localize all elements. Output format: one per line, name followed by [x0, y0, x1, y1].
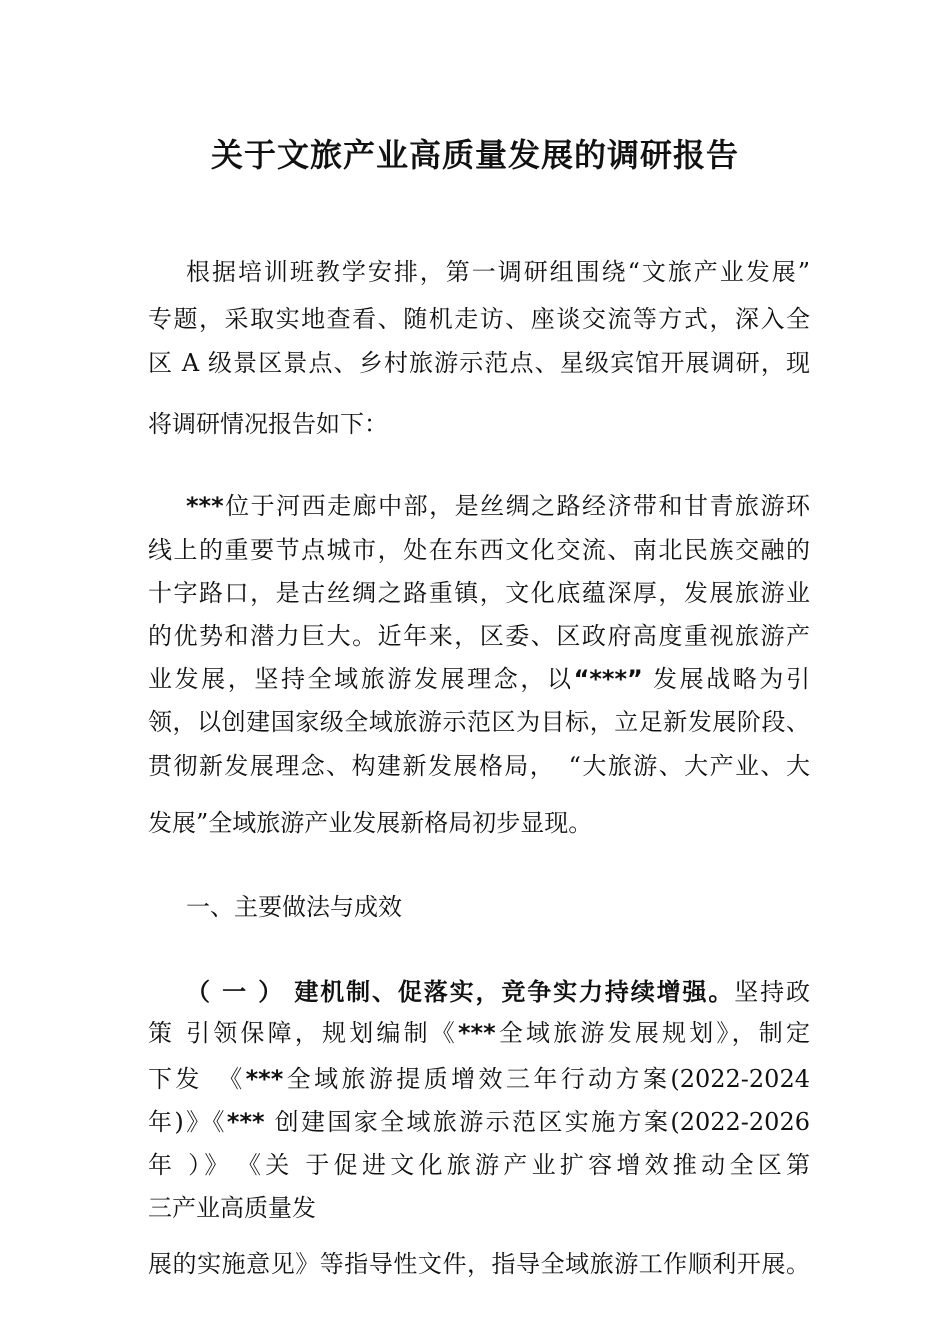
sub1-line-6: 三产业高质量发 [148, 1194, 316, 1222]
sub1-line-4-text-b: 创建国家全域旅游示范区实施方案(2022-2026 [264, 1108, 810, 1136]
overview-line-4: 的优势和潜力巨大。近年来，区委、区政府高度重视旅游产 [148, 622, 810, 650]
sub1-line-2-text-b: 全域旅游发展规划》，制定 [495, 1019, 810, 1047]
masked-name: *** [457, 1019, 496, 1047]
sub1-line-5: 年 ）》 《关 于促进文化旅游产业扩容增效推动全区第 [148, 1151, 810, 1179]
intro-line-3: 区 A 级景区景点、乡村旅游示范点、星级宾馆开展调研，现 [148, 349, 810, 377]
overview-line-5-text-a: 业发展，坚持全域旅游发展理念，以 [148, 665, 574, 693]
overview-line-6: 领，以创建国家级全域旅游示范区为目标，立足新发展阶段、 [148, 708, 810, 736]
overview-line-5 [148, 663, 810, 695]
overview-line-7: 贯彻新发展理念、构建新发展格局， “大旅游、大产业、大 [148, 752, 810, 780]
section-heading: 一、主要做法与成效 [186, 893, 402, 921]
sub1-line-3-text-b: 全域旅游提质增效三年行动方案(2022-2024 [283, 1065, 810, 1093]
masked-name: *** [245, 1065, 284, 1093]
sub1-line-3-text-a: 下发 《 [148, 1065, 246, 1093]
overview-line-3: 十字路口，是古丝绸之路重镇，文化底蕴深厚，发展旅游业 [148, 579, 810, 607]
sub1-heading: （ 一 ） 建机制、促落实，竞争实力持续增强。 [186, 978, 735, 1006]
sub1-line-2 [148, 1017, 810, 1049]
overview-line-8: 发展”全域旅游产业发展新格局初步显现。 [148, 809, 593, 837]
document-title: 关于文旅产业高质量发展的调研报告 [210, 136, 739, 174]
intro-line-4: 将调研情况报告如下： [148, 410, 388, 438]
masked-name: *** [186, 492, 224, 520]
overview-line-1 [186, 490, 810, 522]
sub1-line-7: 展的实施意见》等指导性文件，指导全域旅游工作顺利开展。 [148, 1250, 810, 1278]
sub1-line-3 [148, 1063, 810, 1095]
overview-line-5-text-b: 发展战略为引 [642, 665, 810, 693]
intro-line-1: 根据培训班教学安排，第一调研组围绕“文旅产业发展” [186, 258, 810, 286]
intro-line-2: 专题，采取实地查看、随机走访、座谈交流等方式，深入全 [148, 305, 810, 333]
sub1-line-1 [186, 976, 810, 1008]
sub1-line-2-text-a: 策 引领保障，规划编制《 [148, 1019, 458, 1047]
overview-line-1-text: 位于河西走廊中部，是丝绸之路经济带和甘青旅游环 [223, 492, 810, 520]
overview-line-2: 线上的重要节点城市，处在东西文化交流、南北民族交融的 [148, 536, 810, 564]
masked-strategy: “***” [573, 665, 643, 693]
sub1-line-4 [148, 1106, 810, 1138]
sub1-line-1-text: 坚持政 [734, 978, 810, 1006]
sub1-line-4-text-a: 年)》《 [148, 1108, 227, 1136]
masked-name: *** [226, 1108, 265, 1136]
